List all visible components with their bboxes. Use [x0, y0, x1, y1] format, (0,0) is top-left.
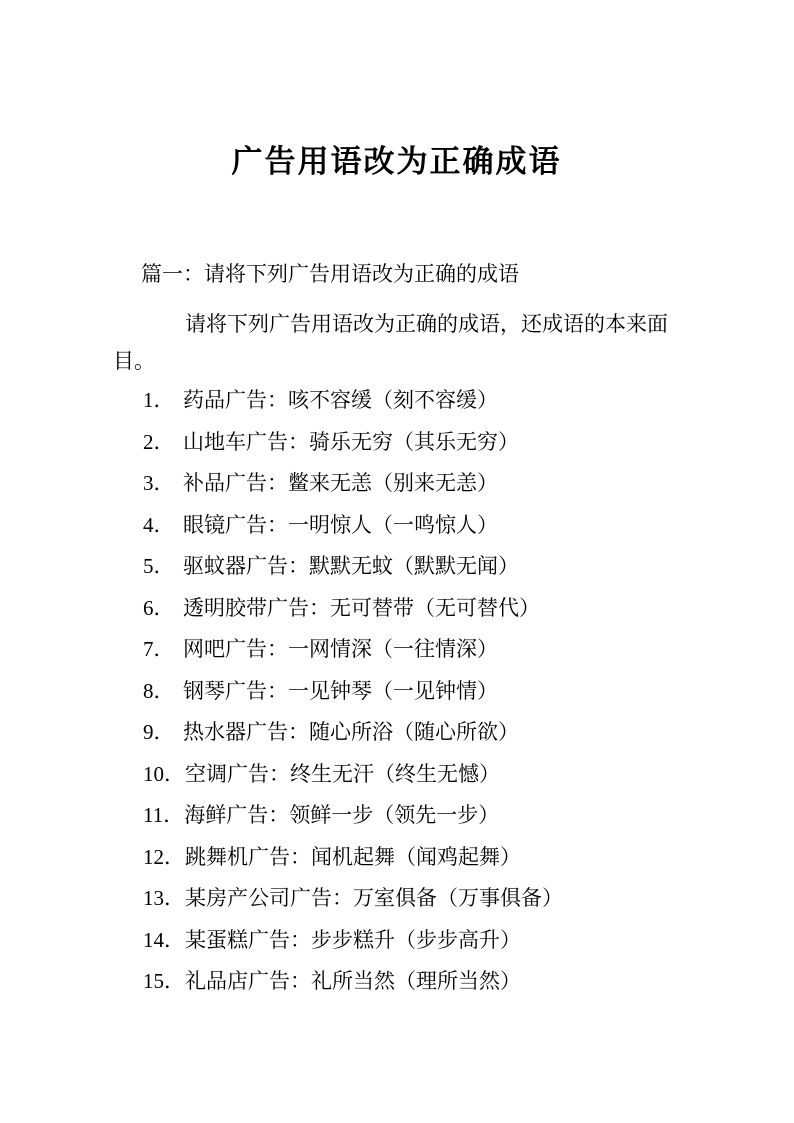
item-text: 网吧广告：一网情深（一往情深）: [183, 637, 498, 661]
item-number: 10．: [143, 761, 185, 786]
list-item: [113, 546, 680, 588]
item-text: 驱蚊器广告：默默无蚊（默默无闻）: [183, 554, 519, 578]
item-text: 海鲜广告：领鲜一步（领先一步）: [184, 803, 500, 827]
list-item: [113, 795, 680, 837]
item-number: 4．: [143, 512, 175, 537]
item-text: 跳舞机广告：闻机起舞（闻鸡起舞）: [185, 844, 521, 869]
section-heading: 篇一：请将下列广告用语改为正确的成语: [141, 262, 519, 286]
item-text: 山地车广告：骑乐无穷（其乐无穷）: [183, 429, 519, 454]
item-text: 热水器广告：随心所浴（随心所欲）: [183, 720, 519, 744]
item-text: 某房产公司广告：万室俱备（万事俱备）: [185, 886, 563, 910]
item-number: 5．: [143, 554, 175, 578]
list-item: [113, 878, 680, 920]
list-item: [113, 837, 680, 879]
list-item: [113, 754, 680, 796]
item-number: 7．: [143, 637, 175, 661]
list-item: [113, 671, 680, 713]
item-text: 补品广告：鳖来无恙（别来无恙）: [183, 471, 498, 495]
item-text: 钢琴广告：一见钟琴（一见钟情）: [183, 678, 498, 703]
item-number: 11．: [143, 803, 185, 827]
list-item: [113, 629, 680, 671]
item-text: 药品广告：咳不容缓（刻不容缓）: [183, 388, 498, 412]
intro-paragraph: 请将下列广告用语改为正确的成语，还成语的本来面目。: [113, 312, 668, 373]
list-item: [113, 463, 680, 505]
item-number: 15．: [143, 969, 185, 993]
list-item: [113, 712, 680, 754]
list-item: [113, 920, 680, 962]
item-number: 3．: [143, 471, 175, 495]
item-text: 某蛋糕广告：步步糕升（步步高升）: [185, 927, 521, 952]
item-number: 12．: [143, 844, 185, 869]
item-number: 2．: [143, 429, 175, 454]
item-number: 6．: [143, 595, 175, 620]
item-text: 透明胶带广告：无可替带（无可替代）: [183, 595, 540, 620]
item-number: 1．: [143, 388, 175, 412]
item-number: 14．: [143, 927, 185, 952]
idiom-list: [113, 380, 680, 1003]
document-title: 广告用语改为正确成语: [231, 144, 562, 179]
item-number: 9．: [143, 720, 175, 744]
item-text: 礼品店广告：礼所当然（理所当然）: [185, 969, 521, 993]
list-item: [113, 505, 680, 547]
list-item: [113, 422, 680, 464]
item-text: 眼镜广告：一明惊人（一鸣惊人）: [183, 512, 498, 537]
item-text: 空调广告：终生无汗（终生无憾）: [185, 761, 500, 786]
list-item: [113, 961, 680, 1003]
item-number: 8．: [143, 678, 175, 703]
list-item: [113, 588, 680, 630]
list-item: [113, 380, 680, 422]
item-number: 13．: [143, 886, 185, 910]
